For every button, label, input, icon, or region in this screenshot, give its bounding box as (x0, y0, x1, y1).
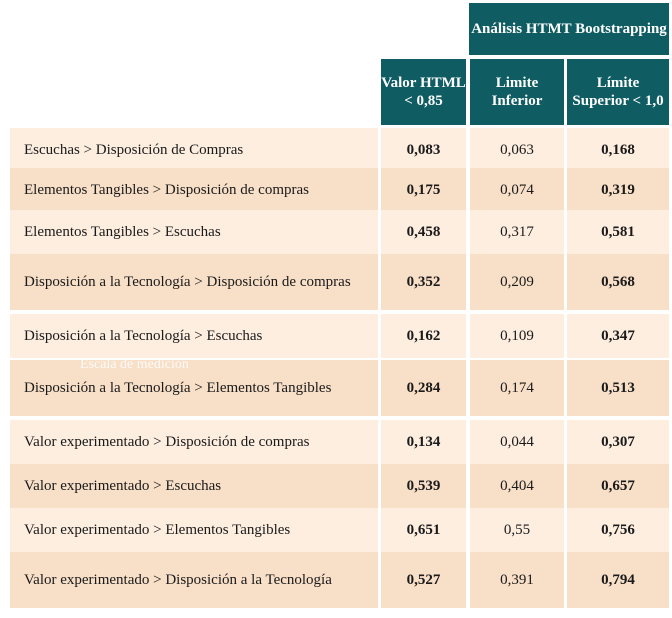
valor-html-cell: 0,527 (381, 552, 466, 608)
valor-html-cell: 0,134 (381, 420, 466, 464)
table-row (10, 128, 669, 172)
table-row (10, 254, 669, 310)
table-row (10, 314, 669, 358)
limite-superior-cell: 0,756 (567, 508, 669, 552)
valor-html-cell: 0,175 (381, 168, 466, 212)
row-label: Valor experimentado > Elementos Tangibles (10, 508, 378, 552)
valor-html-cell: 0,458 (381, 210, 466, 254)
limite-inferior-cell: 0,317 (470, 210, 564, 254)
limite-superior-cell: 0,794 (567, 552, 669, 608)
valor-html-cell: 0,083 (381, 128, 466, 172)
row-label: Valor experimentado > Disposición de compras (10, 420, 378, 464)
limite-superior-cell: 0,568 (567, 254, 669, 310)
limite-inferior-cell: 0,55 (470, 508, 564, 552)
limite-inferior-cell: 0,074 (470, 168, 564, 212)
valor-html-cell: 0,284 (381, 360, 466, 416)
header-limite-superior: Límite Superior < 1,0 (567, 59, 669, 125)
limite-superior-cell: 0,657 (567, 464, 669, 508)
table-row (10, 168, 669, 212)
row-label: Elementos Tangibles > Disposición de compras (10, 168, 378, 212)
limite-superior-cell: 0,347 (567, 314, 669, 358)
row-label: Disposición a la Tecnología > Elementos Tangibles (10, 360, 378, 416)
row-label: Disposición a la Tecnología > Disposición de compras (10, 254, 378, 310)
limite-inferior-cell: 0,044 (470, 420, 564, 464)
table-row (10, 210, 669, 254)
header-limite-inferior: Limite Inferior (470, 59, 564, 125)
limite-superior-cell: 0,307 (567, 420, 669, 464)
valor-html-cell: 0,539 (381, 464, 466, 508)
row-label: Valor experimentado > Escuchas (10, 464, 378, 508)
table-row (10, 508, 669, 552)
limite-superior-cell: 0,581 (567, 210, 669, 254)
limite-superior-cell: 0,319 (567, 168, 669, 212)
table-row (10, 420, 669, 464)
limite-superior-cell: 0,168 (567, 128, 669, 172)
row-label: Disposición a la Tecnología > Escuchas (10, 314, 378, 358)
row-label: Elementos Tangibles > Escuchas (10, 210, 378, 254)
table-row (10, 464, 669, 508)
valor-html-cell: 0,352 (381, 254, 466, 310)
table-row (10, 552, 669, 608)
limite-inferior-cell: 0,109 (470, 314, 564, 358)
valor-html-cell: 0,162 (381, 314, 466, 358)
limite-superior-cell: 0,513 (567, 360, 669, 416)
row-label: Escuchas > Disposición de Compras (10, 128, 378, 172)
valor-html-cell: 0,651 (381, 508, 466, 552)
limite-inferior-cell: 0,209 (470, 254, 564, 310)
header-valor-html: Valor HTML < 0,85 (381, 59, 466, 125)
limite-inferior-cell: 0,391 (470, 552, 564, 608)
limite-inferior-cell: 0,404 (470, 464, 564, 508)
row-label: Valor experimentado > Disposición a la Tecnología (10, 552, 378, 608)
limite-inferior-cell: 0,063 (470, 128, 564, 172)
watermark-text: Escala de medición (80, 357, 189, 372)
limite-inferior-cell: 0,174 (470, 360, 564, 416)
header-htmt-bootstrapping: Análisis HTMT Bootstrapping (469, 3, 669, 55)
